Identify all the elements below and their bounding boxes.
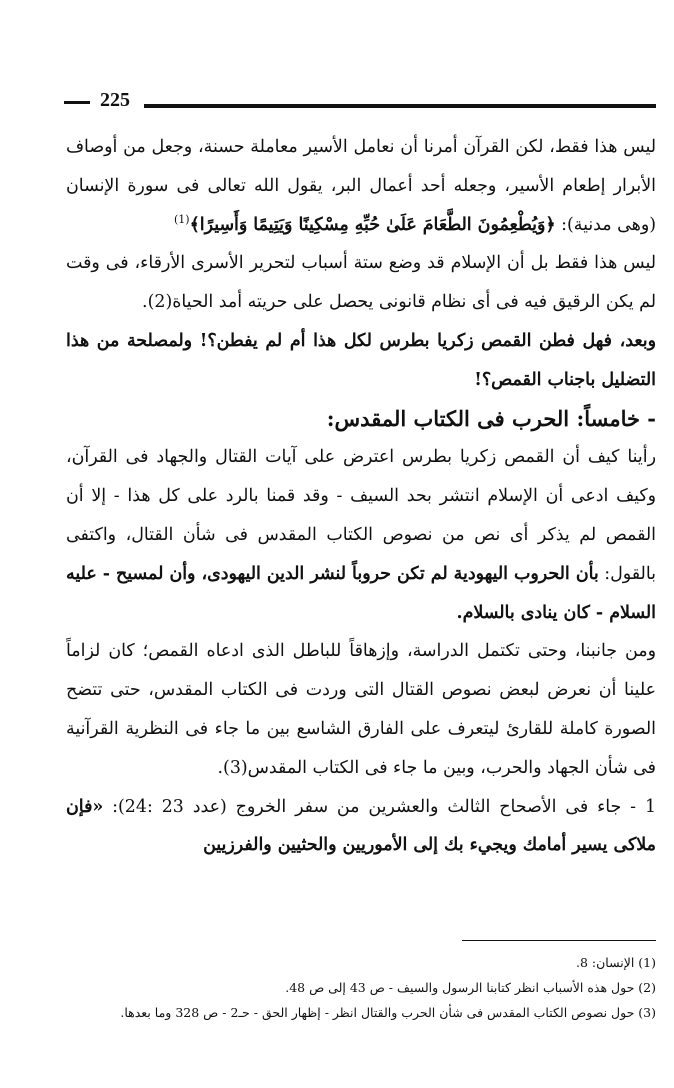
paragraph-6-text: 1 - جاء فى الأصحاح الثالث والعشرين من سفر الخروج (عدد 23 :24):: [103, 796, 657, 817]
page-header: [64, 88, 656, 114]
paragraph-3: وبعد، فهل فطن القمص زكريا بطرس لكل هذا أم لم يفطن؟! ولمصلحة من هذا التضليل باجناب القمص؟!: [66, 330, 656, 390]
body-text: [66, 128, 656, 865]
footnote-3: (3) حول نصوص الكتاب المقدس فى شأن الحرب والقتال انظر - إظهار الحق - حـ2 - ص 328 وما بعدها.: [120, 1005, 656, 1020]
section-heading: - خامساً: الحرب فى الكتاب المقدس:: [326, 405, 656, 431]
header-rule-left: [64, 101, 90, 104]
footnote-2: (2) حول هذه الأسباب انظر كتابنا الرسول والسيف - ص 43 إلى ص 48.: [285, 980, 656, 995]
paragraph-4: [66, 438, 656, 632]
paragraph-4-text: رأينا كيف أن القمص زكريا بطرس اعترض على آيات القتال والجهاد فى القرآن، وكيف ادعى أن الإسلام انتشر بحد السيف - وقد قمنا بالرد على كل هذا - إلا أن القمص لم يذكر أى نص من نصوص الكتاب المقدس فى شأن القتال، واكتفى بالقول:: [66, 447, 656, 584]
paragraph-6: [66, 788, 656, 866]
footnotes: [66, 950, 656, 1025]
paragraph-4-bold: بأن الحروب اليهودية لم تكن حروباً لنشر الدين اليهودى، وأن لمسيح - عليه السلام - كان ينادى بالسلام.: [66, 563, 656, 623]
paragraph-1: [66, 128, 656, 244]
footnote-divider: [462, 940, 656, 941]
paragraph-6-bold: «فإن ملاكى يسير أمامك ويجيء بك إلى الأموريين والحثيين والفرزيين: [66, 796, 656, 856]
page-number: 225: [100, 89, 130, 111]
footnote-ref-1: (1): [173, 212, 190, 226]
paragraph-1-text: ليس هذا فقط، لكن القرآن أمرنا أن نعامل الأسير معاملة حسنة، وجعل من أوصاف الأبرار إطعام الأسير، وجعله أحد أعمال البر، يقول الله تعالى فى سورة الإنسان (وهى مدنية):: [66, 137, 656, 235]
paragraph-5: ومن جانبنا، وحتى تكتمل الدراسة، وإزهاقاً للباطل الذى ادعاه القمص؛ كان لزاماً علينا أن نعرض لبعض نصوص القتال التى وردت فى الكتاب المقدس، حتى تتضح الصورة كاملة للقارئ ليتعرف على الفارق الشاسع بين ما جاء فى النظرية القرآنية فى شأن الجهاد والحرب، وبين ما جاء فى الكتاب المقدس(3).: [66, 641, 656, 778]
header-rule-right: [144, 104, 656, 108]
footnote-1: (1) الإنسان: 8.: [575, 955, 656, 970]
paragraph-2: ليس هذا فقط بل أن الإسلام قد وضع ستة أسباب لتحرير الأسرى الأرقاء، فى وقت لم يكن الرقيق فيه فى أى نظام قانونى يحصل على حريته أمد الحياة(2).: [66, 253, 656, 313]
quran-verse: ﴿وَيُطْعِمُونَ الطَّعَامَ عَلَىٰ حُبِّهِ مِسْكِينًا وَيَتِيمًا وَأَسِيرًا﴾: [189, 214, 556, 235]
